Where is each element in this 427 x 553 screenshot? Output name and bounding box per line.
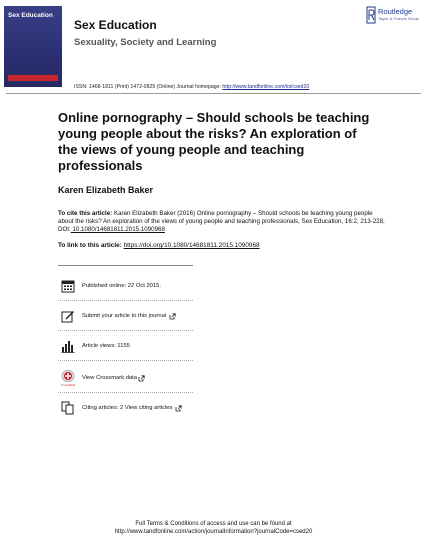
external-link-icon: [169, 313, 176, 320]
info-divider: [58, 265, 193, 266]
citation-block: [58, 210, 388, 234]
journal-title: Sex Education: [74, 18, 157, 32]
external-link-icon: [175, 405, 182, 412]
bar-chart-icon: [60, 338, 76, 354]
publisher-logo: [366, 6, 422, 34]
edit-icon: [60, 308, 76, 324]
routledge-logo-icon: [366, 6, 376, 24]
journal-subtitle: Sexuality, Society and Learning: [74, 37, 217, 48]
view-crossmark-link[interactable]: View Crossmark data: [82, 375, 137, 381]
header-divider: [6, 93, 421, 94]
row-divider: [58, 392, 193, 393]
journal-homepage-link[interactable]: http://www.tandfonline.com/loi/csed20: [222, 84, 310, 90]
citation-doi[interactable]: 10.1080/14681811.2015.1090968: [70, 226, 165, 233]
footer-terms-link[interactable]: http://www.tandfonline.com/action/journalInformation?journalCode=csed20: [114, 529, 313, 535]
cover-strip: [8, 75, 58, 81]
crossmark-label: CrossMark: [60, 383, 76, 387]
article-link-label: To link to this article:: [58, 242, 124, 249]
citing-row[interactable]: [60, 398, 182, 418]
published-date: Published online: 22 Oct 2015.: [82, 283, 161, 289]
article-link-block: [58, 242, 260, 249]
submit-row[interactable]: [60, 306, 176, 326]
row-divider: [58, 360, 193, 361]
cover-title: Sex Education: [8, 12, 53, 19]
external-link-icon: [138, 375, 145, 382]
citing-articles-link[interactable]: Citing articles: 2 View citing articles: [82, 405, 173, 411]
footer-terms: Full Terms & Conditions of access and use can be found at: [135, 521, 292, 527]
journal-cover: [4, 6, 62, 87]
published-row: [60, 276, 161, 296]
crossmark-row[interactable]: [60, 366, 145, 390]
article-doi-link[interactable]: https://doi.org/10.1080/14681811.2015.1090968: [123, 242, 260, 249]
crossmark-icon: [60, 367, 76, 389]
article-views: Article views: 1155: [82, 343, 130, 349]
row-divider: [58, 300, 193, 301]
issn-line: [74, 84, 309, 90]
views-row: [60, 336, 130, 356]
citing-articles-icon: [60, 400, 76, 416]
publisher-name: Routledge: [378, 7, 413, 16]
submit-article-link[interactable]: Submit your article to this journal: [82, 313, 167, 319]
article-title: Online pornography – Should schools be teaching young people about the risks? An exploration of the views of young people and teaching professionals: [58, 110, 370, 173]
citation-text: Karen Elizabeth Baker (2016) Online pornography – Should schools be teaching young people about the risks? An exploration of the views of young people and teaching professionals, Sex Education, 16:2, 213-228, DOI:: [58, 210, 385, 233]
footer: [0, 520, 427, 536]
row-divider: [58, 330, 193, 331]
publisher-tagline: Taylor & Francis Group: [378, 16, 419, 21]
citation-label: To cite this article:: [58, 210, 113, 217]
issn-text: ISSN: 1468-1811 (Print) 1472-0825 (Online) Journal homepage:: [74, 84, 223, 90]
calendar-icon: [60, 278, 76, 294]
article-author: Karen Elizabeth Baker: [58, 185, 154, 195]
